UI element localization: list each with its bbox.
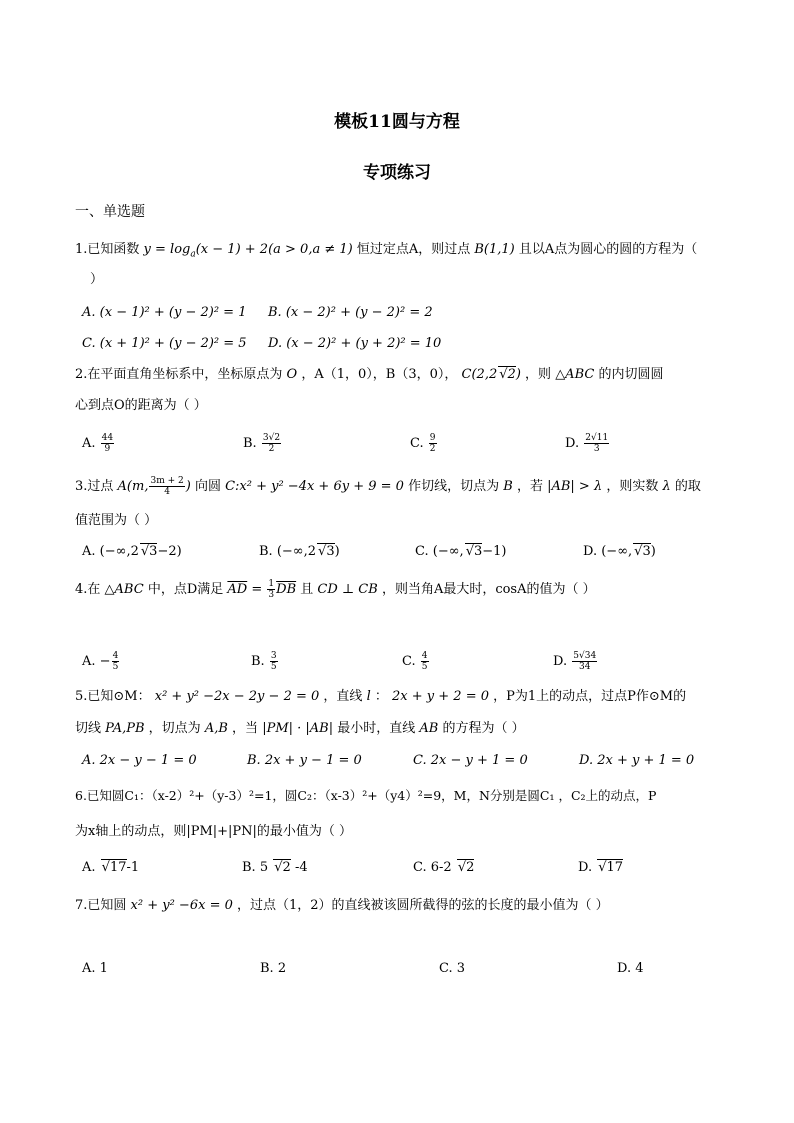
question-2-line2: 心到点O的距离为（ ）: [75, 398, 207, 413]
q3-option-b: B. (−∞,2 √3): [259, 544, 340, 559]
q7-option-d: D. 4: [617, 961, 644, 976]
q1-option-a: A. (x − 1)² + (y − 2)² = 1: [82, 305, 247, 320]
q1-option-b: B. (x − 2)² + (y − 2)² = 2: [268, 305, 433, 320]
question-1-line2: ）: [90, 272, 104, 287]
q3-option-d: D. (−∞, √3): [583, 544, 656, 559]
question-1: [75, 241, 697, 264]
q2-option-d: D. $\frac{2√11}{3}$: [565, 433, 609, 454]
q7-option-c: C. 3: [439, 961, 466, 976]
q2-option-b: B. $\frac{3√2}{2}$: [243, 433, 281, 454]
page-title: 模板11圆与方程: [334, 112, 460, 132]
question-3-line2: 值范围为（ ）: [75, 513, 158, 528]
question-6: 6.已知圆C₁：（x-2）²+（y-3）²=1，圆C₂：（x-3）²+（y4）²=9，M，N分别是圆C₁ ，C₂上的动点，P: [75, 788, 657, 803]
q7-option-a: A. 1: [82, 961, 108, 976]
q5-option-c: C. 2x − y + 1 = 0: [413, 753, 528, 768]
q1-tail: 且以A点为圆心的圆的方程为（: [518, 242, 698, 257]
q1-function: $y = \log_a(x - 1) + 2(a > 0,a \ne 1)$: [143, 242, 353, 260]
q1-mid: 恒过定点A，则过点: [356, 242, 471, 257]
page-subtitle: 专项练习: [363, 163, 431, 183]
q2-option-c: C. $\frac{9}{2}$: [410, 433, 436, 454]
question-5: 5.已知⊙M： x² + y² −2x − 2y − 2 = 0 ，直线 l ： 2x + y + 2 = 0 ，P为1上的动点，过点P作⊙M的: [75, 689, 687, 704]
q7-option-b: B. 2: [260, 961, 287, 976]
q2-option-a: A. $\frac{44}{9}$: [82, 433, 114, 454]
q5-option-d: D. 2x + y + 1 = 0: [579, 753, 695, 768]
question-4: 4.在 △ABC 中，点D满足 $\overline{AD}$ = $\frac{1}{3}$ $\overline{DB}$ 且 CD ⊥ CB ，则当角A最大时，cosA的值为（ ）: [75, 579, 596, 600]
q1-option-c: C. (x + 1)² + (y − 2)² = 5: [82, 336, 247, 351]
q4-option-c: C. $\frac{4}{5}$: [402, 651, 428, 672]
section-heading: 一、单选题: [75, 204, 145, 220]
q6-option-c: C. 6-2 √2: [413, 860, 475, 875]
question-7: 7.已知圆 x² + y² −6x = 0 ，过点（1，2）的直线被该圆所截得的弦的长度的最小值为（ ）: [75, 898, 609, 913]
q1-point: B(1,1): [474, 242, 515, 257]
question-2: 2.在平面直角坐标系中，坐标原点为 O ，A（1，0），B（3，0）， C(2,2 √2) ，则 △ABC 的内切圆圆: [75, 367, 664, 382]
q4-option-d: D. $\frac{5√34}{34}$: [553, 651, 597, 672]
q3-option-a: A. (−∞,2 √3−2): [82, 544, 182, 559]
question-6-line2: 为x轴上的动点，则|PM|+|PN|的最小值为（ ）: [75, 824, 353, 839]
q6-option-a: A. √17-1: [82, 860, 140, 875]
q4-option-b: B. $\frac{3}{5}$: [251, 651, 277, 672]
q6-option-b: B. 5 √2 -4: [242, 860, 308, 875]
question-5-line2: 切线 PA,PB ，切点为 A,B ，当 |PM| · |AB| 最小时，直线 AB 的方程为（ ）: [75, 721, 525, 736]
q5-option-b: B. 2x + y − 1 = 0: [247, 753, 362, 768]
q1-option-d: D. (x − 2)² + (y + 2)² = 10: [268, 336, 442, 351]
q5-option-a: A. 2x − y − 1 = 0: [82, 753, 197, 768]
q4-option-a: A. − $\frac{4}{5}$: [82, 651, 119, 672]
question-3: 3.过点 A(m, $\frac{3m + 2}{4}$ ) 向圆 C:x² + y² −4x + 6y + 9 = 0 作切线，切点为 B ，若 |AB| > λ ，则实数 λ 的取: [75, 476, 701, 497]
q6-option-d: D. √17: [578, 860, 624, 875]
q3-option-c: C. (−∞, √3−1): [415, 544, 507, 559]
q1-prefix: 1.已知函数: [75, 242, 140, 257]
